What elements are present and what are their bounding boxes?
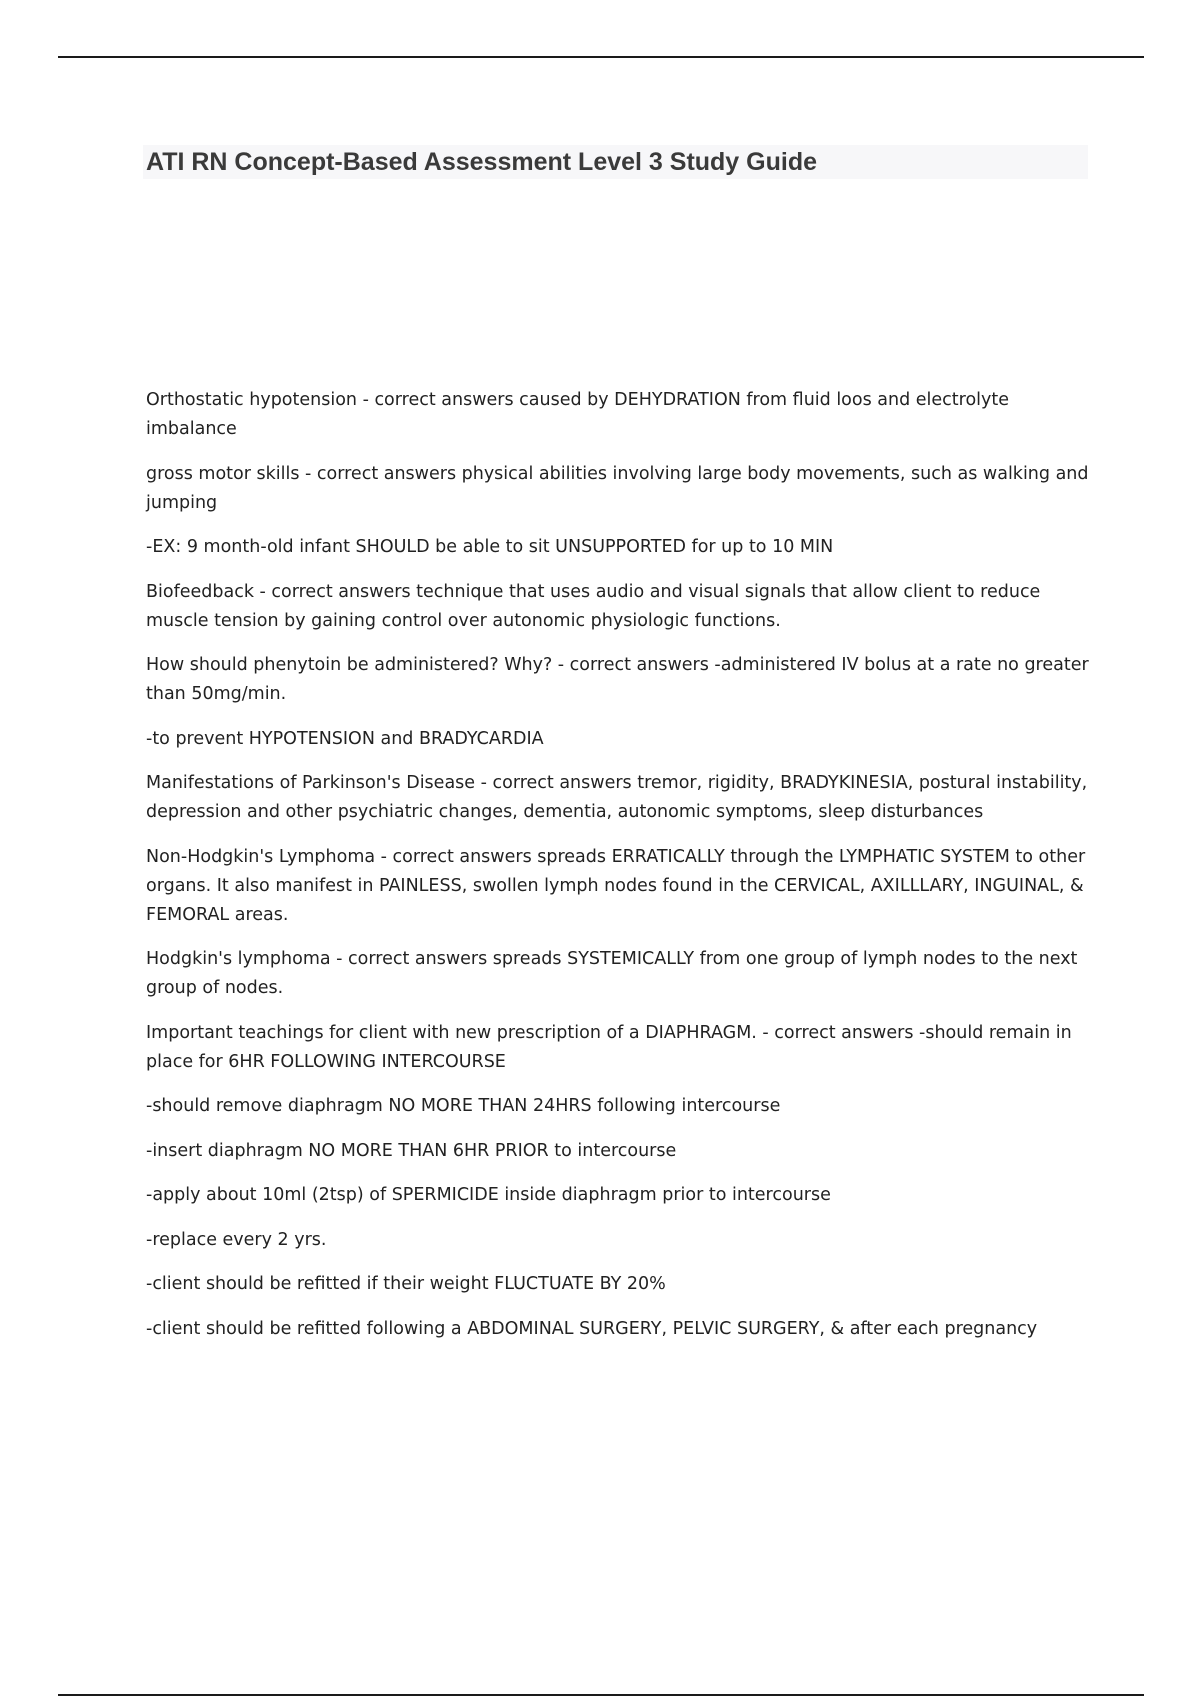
paragraph: Hodgkin's lymphoma - correct answers spreads SYSTEMICALLY from one group of lymph nodes to the next group of nodes. [146,949,1078,998]
paragraph: Important teachings for client with new prescription of a DIAPHRAGM. - correct answers -should remain in place for 6HR FOLLOWING INTERCOURSE [146,1022,1072,1072]
paragraph: -client should be refitted following a ABDOMINAL SURGERY, PELVIC SURGERY, & after each pregnancy [146,1318,1038,1339]
paragraph: Non-Hodgkin's Lymphoma - correct answers spreads ERRATICALLY through the LYMPHATIC SYSTEM to other organs. It also manifest in PAINLESS, swollen lymph nodes found in the CERVICAL, AXILLLARY, INGUINAL, & FEMORAL areas. [146,846,1086,925]
document-title: ATI RN Concept-Based Assessment Level 3 Study Guide [146,148,817,176]
paragraph: -apply about 10ml (2tsp) of SPERMICIDE inside diaphragm prior to intercourse [146,1185,831,1205]
paragraph: -should remove diaphragm NO MORE THAN 24HRS following intercourse [146,1096,781,1116]
top-divider [58,56,1144,58]
document-body [146,386,1092,1359]
paragraph: Biofeedback - correct answers technique that uses audio and visual signals that allow client to reduce muscle tension by gaining control over autonomic physiologic functions. [146,581,1041,631]
paragraph: -replace every 2 yrs. [146,1229,327,1250]
paragraph: Orthostatic hypotension - correct answers caused by DEHYDRATION from fluid loos and electrolyte imbalance [146,390,1010,439]
paragraph: -insert diaphragm NO MORE THAN 6HR PRIOR to intercourse [146,1140,677,1161]
paragraph: How should phenytoin be administered? Why? - correct answers -administered IV bolus at a rate no greater than 50mg/min. [146,655,1089,704]
paragraph: -client should be refitted if their weight FLUCTUATE BY 20% [146,1274,666,1294]
paragraph: gross motor skills - correct answers physical abilities involving large body movements, such as walking and jumping [146,463,1089,513]
paragraph: -to prevent HYPOTENSION and BRADYCARDIA [146,728,544,749]
paragraph: Manifestations of Parkinson's Disease - correct answers tremor, rigidity, BRADYKINESIA, postural instability, depression and other psychiatric changes, dementia, autonomic symptoms, sleep disturbances [146,773,1088,822]
title-banner [143,145,1088,179]
bottom-divider [58,1694,1144,1696]
paragraph: -EX: 9 month-old infant SHOULD be able to sit UNSUPPORTED for up to 10 MIN [146,537,834,557]
